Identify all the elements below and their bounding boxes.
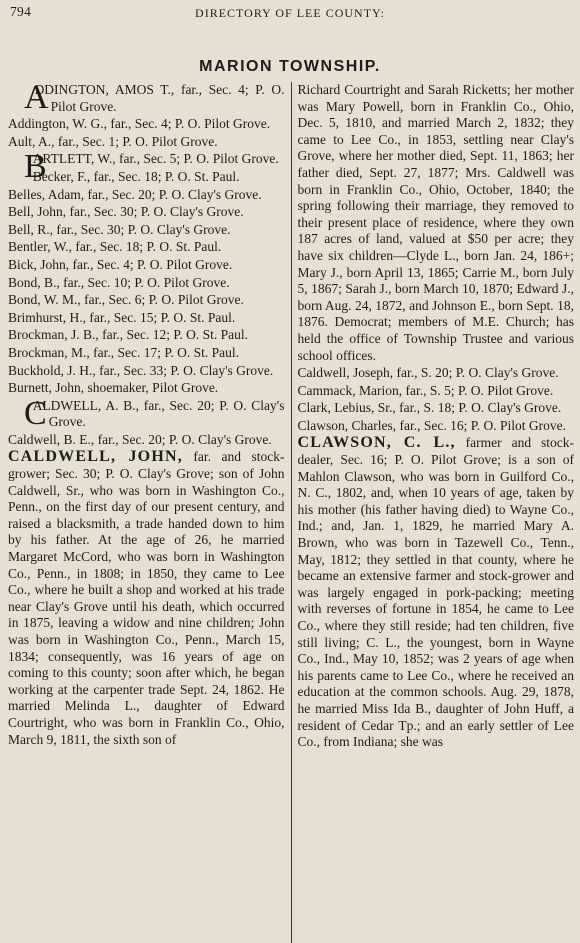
biography-entry (8, 449, 285, 748)
biography-entry (298, 435, 575, 750)
directory-entry: Bond, W. M., far., Sec. 6; P. O. Pilot Grove. (8, 292, 244, 308)
directory-entry: Becker, F., far., Sec. 18; P. O. St. Paul. (32, 168, 240, 184)
directory-entry: Bell, John, far., Sec. 30; P. O. Clay's Grove. (8, 204, 244, 220)
directory-entry: Belles, Adam, far., Sec. 20; P. O. Clay's Grove. (8, 186, 262, 202)
two-column-body (8, 82, 574, 943)
directory-entry (8, 394, 285, 432)
directory-entry: Burnett, John, shoemaker, Pilot Grove. (8, 380, 219, 396)
drop-cap-initial: B (24, 148, 47, 186)
directory-entry: Cammack, Marion, far., S. 5; P. O. Pilot Grove. (297, 382, 554, 398)
directory-entry: Buckhold, J. H., far., Sec. 33; P. O. Clay's Grove. (8, 362, 274, 378)
continued-text: Richard Courtright and Sarah Ricketts; her mother was Mary Powell, born in Franklin Co., Ohio, Dec. 5, 1810, and married March 2, 1832; they came to Lee Co., in 1853, settling near Clay's Grove, where her mother died, Sept. 11, 1863; her father died, Sept. 27, 1877; Mrs. Caldwell was born in Franklin Co., Ohio, October, 1840; the spring following their marriage, they removed to their present place of residence, where they own 187 acres of land, valued at $50 per acre; they have six children—Clyde L., born Jan. 24, 186+; Mary J., born April 13, 1865; Carrie M., born July 5, 1867; Sarah J., born March 10, 1870; Edward J., born Aug. 24, 1872, and Johnson E., born Sept. 18, 1876. Democrat; members of M.E. Church; has held the office of Township Trustee and various school offices. (297, 82, 574, 363)
directory-entry: Bentler, W., far., Sec. 18; P. O. St. Paul. (8, 239, 222, 255)
entry-text: ARTLETT, W., far., Sec. 5; P. O. Pilot Grove. (32, 151, 279, 167)
directory-entry: Clark, Lebius, Sr., far., S. 18; P. O. Clay's Grove. (297, 400, 562, 416)
directory-entry: Brockman, M., far., Sec. 17; P. O. St. Paul. (8, 344, 239, 360)
biography-name: CALDWELL, JOHN, (8, 448, 183, 466)
directory-entry: Clawson, Charles, far., Sec. 16; P. O. Pilot Grove. (297, 417, 566, 433)
page-number: 794 (10, 4, 32, 19)
entry-text: ALDWELL, A. B., far., Sec. 20; P. O. Clay's Grove. (32, 397, 285, 430)
biography-text: far. and stock-grower; Sec. 30; P. O. Clay's Grove; son of John Caldwell, Sr., who was born in Washington Co., Penn., on the first day of our present century, and raised a blacksmith, a trade handed down to him by his father. At the age of 26, he married Margaret McCord, who was born in Washington Co., Penn., in 1808; in 1850, they came to Lee Co., where he built a shop and worked at his trade near Clay's Grove until his death, which occurred in 1875, leaving a widow and nine children; John was born in Washington Co., Penn., March 15, 1834; consequently, was 16 years of age on coming to this county; soon after which, he began working at the carpenter trade Sept. 24, 1862. He married Melinda L., daughter of Edward Courtright, who was born in Franklin Co., Ohio, March 9, 1811, the sixth son of (8, 449, 285, 747)
directory-entry: Bond, B., far., Sec. 10; P. O. Pilot Grove. (8, 274, 230, 290)
running-head: DIRECTORY OF LEE COUNTY: (195, 6, 385, 20)
right-column (291, 82, 575, 943)
directory-entry: Bick, John, far., Sec. 4; P. O. Pilot Grove. (8, 256, 233, 272)
page-header (4, 0, 576, 24)
drop-cap-initial: C (24, 394, 47, 432)
directory-entry: Addington, W. G., far., Sec. 4; P. O. Pilot Grove. (8, 116, 271, 132)
biography-text: farmer and stock-dealer, Sec. 16; P. O. Pilot Grove; is a son of Mahlon Clawson, who was born in Guilford Co., N. C., 1802, and, when 10 years of age, taken by his mother (his father having died) to Wayne Co., Ind.; and, Jan. 1, 1829, he married Mary A. Brown, who was born in Tazewell Co., Tenn., May, 1812; they settled in that county, where he became an extensive farmer and stock-grower and was largely engaged in pork-packing; meeting with reverses of fortune in 1854, he came to Lee Co., where they still reside; had ten children, five still living; C. L., the youngest, born in Wayne Co., Ind., May 10, 1852; was 2 years of age when his parents came to Lee Co., where he received an education at the common schools. Aug. 29, 1878, he married Miss Ida B., daughter of John Huff, a resident of Cedar Tp.; and an early settler of Lee Co., from Indiana; she was (297, 435, 574, 750)
left-column (8, 82, 291, 943)
directory-entry: Caldwell, Joseph, far., S. 20; P. O. Clay's Grove. (297, 365, 559, 381)
entry-text: DDINGTON, AMOS T., far., Sec. 4; P. O. Pilot Grove. (34, 82, 285, 114)
directory-entry (8, 82, 285, 115)
drop-cap-initial: A (24, 82, 49, 116)
directory-entry: Brimhurst, H., far., Sec. 15; P. O. St. Paul. (8, 309, 236, 325)
biography-name: CLAWSON, C. L., (297, 434, 456, 452)
directory-entry: Bell, R., far., Sec. 30; P. O. Clay's Grove. (8, 221, 231, 237)
directory-entry: Ault, A., far., Sec. 1; P. O. Pilot Grove. (8, 133, 218, 149)
directory-entry: Caldwell, B. E., far., Sec. 20; P. O. Clay's Grove. (8, 431, 272, 447)
directory-entry: Brockman, J. B., far., Sec. 12; P. O. St. Paul. (8, 327, 248, 343)
section-title: MARION TOWNSHIP. (199, 58, 381, 75)
